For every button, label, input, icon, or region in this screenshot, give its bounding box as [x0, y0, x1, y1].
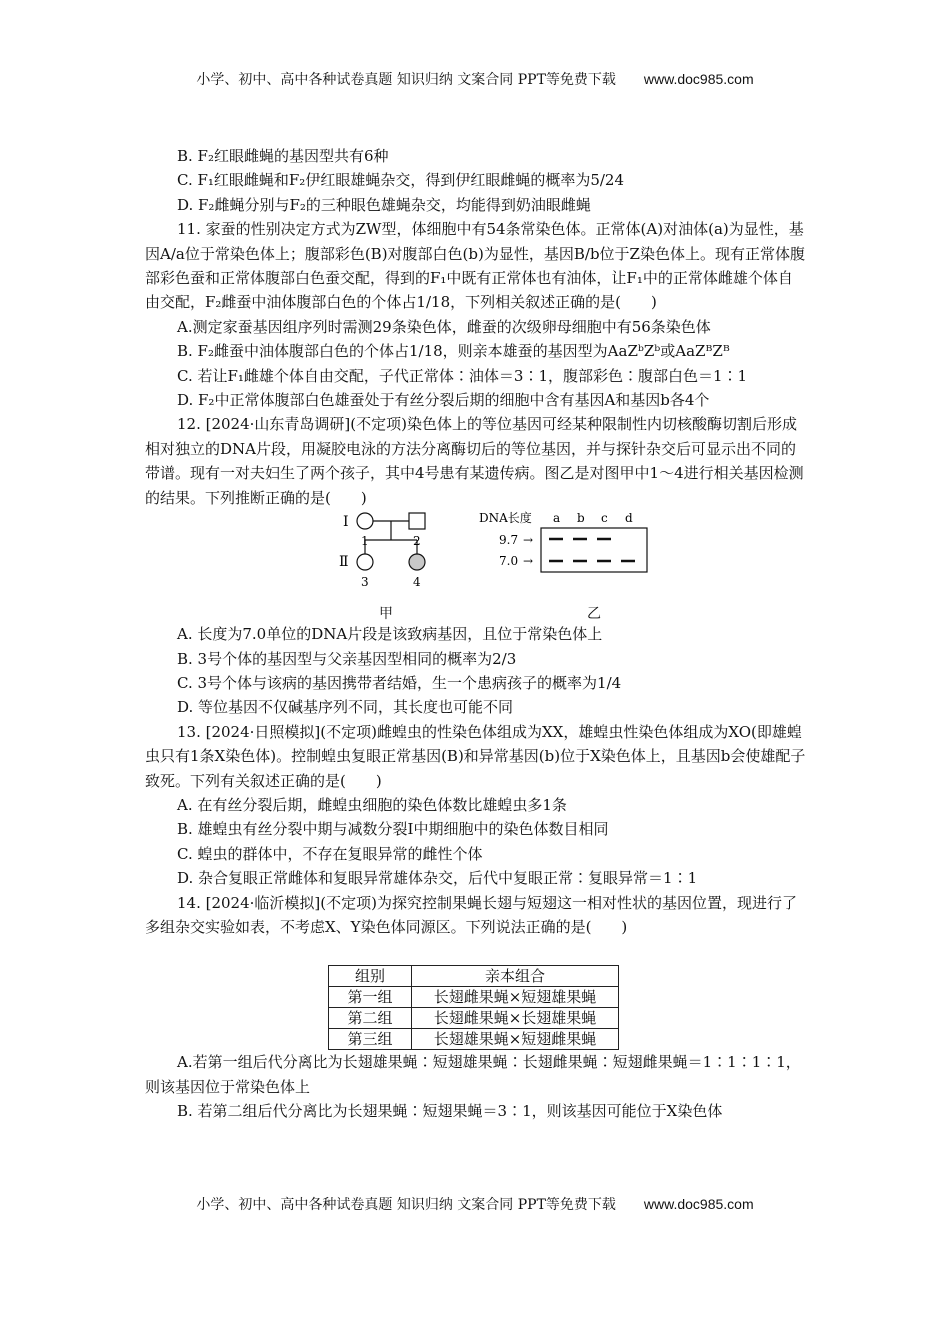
figure-b-caption: 乙	[587, 606, 601, 623]
q11-option-a: A.测定家蚕基因组序列时需测29条染色体，雌蚕的次级卵母细胞中有56条染色体	[177, 317, 711, 336]
q11-option-b: B. F₂雌蚕中油体腹部白色的个体占1/18，则亲本雄蚕的基因型为AaZᵇZᵇ或AaZᴮZᴮ	[177, 342, 730, 361]
individual-1-number: 1	[361, 534, 369, 549]
table-cell: 长翅雌果蝇×短翅雄果蝇	[412, 987, 619, 1008]
q11-stem: 11. 家蚕的性别决定方式为ZW型，体细胞中有54条常染色体。正常体(A)对油体(a)为显性，基因A/a位于常染色体上；腹部彩色(B)对腹部白色(b)为显性，基因B/b位于Z染色体上。现有正常体腹部彩色蚕和正常体腹部白色蚕交配，得到的F₁中既有正常体也有油体，让F₁中的正常体雌雄个体自由交配，F₂雌蚕中油体腹部白色的个体占1/18，下列相关叙述正确的是( )	[145, 220, 805, 312]
length-9-7-arrow-icon: →	[523, 533, 534, 548]
cross-table	[328, 965, 619, 1050]
document-body	[145, 144, 807, 1124]
q12-option-b: B. 3号个体的基因型与父亲基因型相同的概率为2/3	[177, 649, 517, 668]
length-7-0-label: 7.0	[499, 554, 519, 569]
footer-text: 小学、初中、高中各种试卷真题 知识归纳 文案合同 PPT等免费下载	[196, 1197, 616, 1213]
table-cell: 第二组	[329, 1008, 412, 1029]
footer-site[interactable]: www.doc985.com	[643, 1196, 754, 1212]
q10-option-d: D. F₂雌蝇分别与F₂的三种眼色雄蝇杂交，均能得到奶油眼雌蝇	[177, 195, 591, 214]
q11-option-c: C. 若让F₁雌雄个体自由交配，子代正常体∶油体＝3∶1，腹部彩色∶腹部白色＝1∶1	[177, 366, 748, 385]
individual-4-affected-female-icon	[409, 554, 425, 570]
figure-a-caption: 甲	[379, 606, 393, 623]
q13-stem: 13. [2024·日照模拟](不定项)雌蝗虫的性染色体组成为XX，雄蝗虫性染色体组成为XO(即雄蝗虫只有1条X染色体)。控制蝗虫复眼正常基因(B)和异常基因(b)位于X染色体上，且基因b会使雄配子致死。下列有关叙述正确的是( )	[145, 722, 806, 790]
table-row	[329, 1008, 619, 1029]
table-header-cell: 组别	[329, 966, 412, 987]
table-cell: 第三组	[329, 1029, 412, 1050]
length-9-7-label: 9.7	[499, 533, 519, 548]
q13-option-c: C. 蝗虫的群体中，不存在复眼异常的雌性个体	[177, 844, 483, 863]
lane-b-label: b	[577, 511, 585, 526]
table-row	[329, 1029, 619, 1050]
gel-frame	[541, 528, 647, 572]
q13-option-a: A. 在有丝分裂后期，雌蝗虫细胞的染色体数比雄蝗虫多1条	[177, 795, 567, 814]
q12-option-a: A. 长度为7.0单位的DNA片段是该致病基因，且位于常染色体上	[177, 625, 603, 644]
q12-figures	[145, 510, 807, 622]
header-text: 小学、初中、高中各种试卷真题 知识归纳 文案合同 PPT等免费下载	[196, 72, 616, 88]
q13-option-d: D. 杂合复眼正常雌体和复眼异常雄体杂交，后代中复眼正常∶复眼异常＝1∶1	[177, 869, 698, 888]
gel-title: DNA长度	[479, 511, 532, 526]
page-footer	[0, 1194, 950, 1214]
lane-c-label: c	[601, 511, 608, 526]
table-row	[329, 987, 619, 1008]
generation-1-label: Ⅰ	[343, 514, 349, 531]
length-7-0-arrow-icon: →	[523, 554, 534, 569]
individual-3-number: 3	[361, 575, 369, 590]
lane-d-label: d	[625, 511, 633, 526]
pedigree-chart	[331, 510, 441, 600]
table-cell: 长翅雌果蝇×长翅雄果蝇	[412, 1008, 619, 1029]
table-cell: 第一组	[329, 987, 412, 1008]
q13-option-b: B. 雄蝗虫有丝分裂中期与减数分裂Ⅰ中期细胞中的染色体数目相同	[177, 820, 609, 839]
q14-option-b: B. 若第二组后代分离比为长翅果蝇∶短翅果蝇＝3∶1，则该基因可能位于X染色体	[177, 1102, 723, 1121]
table-cell: 长翅雄果蝇×短翅雌果蝇	[412, 1029, 619, 1050]
page-header	[0, 69, 950, 89]
table-header-cell: 亲本组合	[412, 966, 619, 987]
individual-3-female-icon	[357, 554, 373, 570]
q14-stem: 14. [2024·临沂模拟](不定项)为探究控制果蝇长翅与短翅这一相对性状的基因位置，现进行了多组杂交实验如表，不考虑X、Y染色体同源区。下列说法正确的是( )	[145, 893, 797, 936]
individual-2-number: 2	[413, 534, 421, 549]
generation-2-label: Ⅱ	[339, 554, 349, 571]
individual-2-male-icon	[409, 513, 425, 529]
lane-a-label: a	[553, 511, 561, 526]
q14-option-a: A.若第一组后代分离比为长翅雄果蝇∶短翅雄果蝇∶长翅雌果蝇∶短翅雌果蝇＝1∶1∶1∶1，则该基因位于常染色体上	[145, 1053, 801, 1096]
q10-option-c: C. F₁红眼雌蝇和F₂伊红眼雄蝇杂交，得到伊红眼雌蝇的概率为5/24	[177, 171, 625, 190]
q12-stem: 12. [2024·山东青岛调研](不定项)染色体上的等位基因可经某种限制性内切核酸酶切割后形成相对独立的DNA片段，用凝胶电泳的方法分离酶切后的等位基因，并与探针杂交后可显示出不同的带谱。现有一对夫妇生了两个孩子，其中4号患有某遗传病。图乙是对图甲中1～4进行相关基因检测的结果。下列推断正确的是( )	[145, 415, 804, 507]
table-header-row	[329, 966, 619, 987]
gel-electrophoresis-chart	[479, 510, 659, 600]
q11-option-d: D. F₂中正常体腹部白色雄蚕处于有丝分裂后期的细胞中含有基因A和基因b各4个	[177, 391, 710, 410]
q12-option-c: C. 3号个体与该病的基因携带者结婚，生一个患病孩子的概率为1/4	[177, 673, 622, 692]
header-site[interactable]: www.doc985.com	[643, 71, 754, 87]
q10-option-b: B. F₂红眼雌蝇的基因型共有6种	[177, 147, 389, 165]
individual-1-female-icon	[357, 513, 373, 529]
q12-option-d: D. 等位基因不仅碱基序列不同，其长度也可能不同	[177, 698, 514, 717]
individual-4-number: 4	[413, 575, 421, 590]
